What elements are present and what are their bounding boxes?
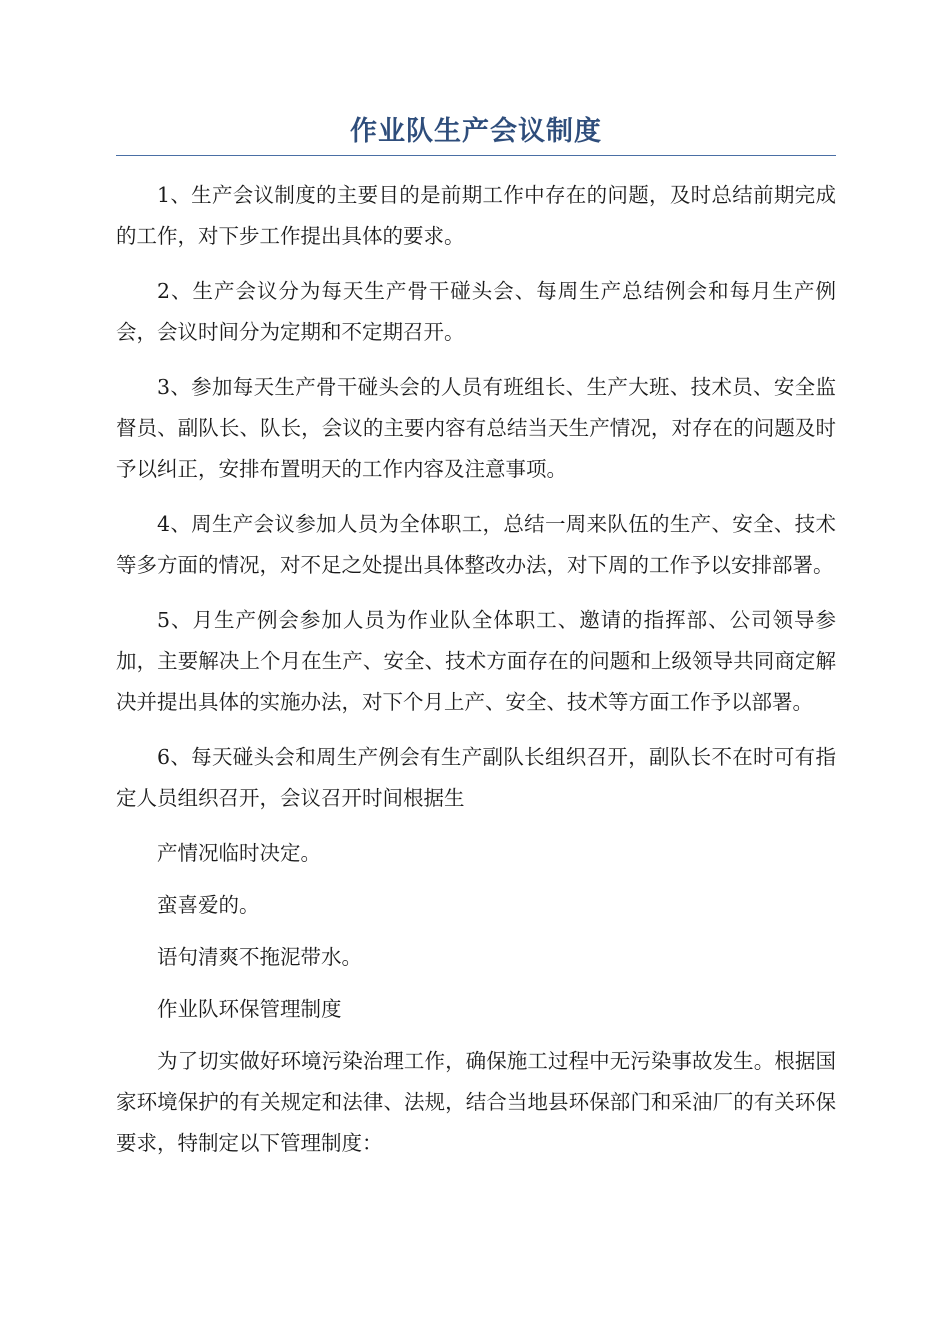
- title-underline: [116, 155, 836, 156]
- paragraph-3: 3、参加每天生产骨干碰头会的人员有班组长、生产大班、技术员、安全监督员、副队长、队长，会议的主要内容有总结当天生产情况，对存在的问题及时予以纠正，安排布置明天的工作内容及注意事项。: [116, 375, 836, 481]
- document-page: [116, 112, 836, 1178]
- paragraph-4: 4、周生产会议参加人员为全体职工，总结一周来队伍的生产、安全、技术等多方面的情况，对不足之处提出具体整改办法，对下周的工作予以安排部署。: [116, 512, 836, 577]
- section-heading: 作业队环保管理制度: [157, 997, 342, 1021]
- paragraph-1: 1、生产会议制度的主要目的是前期工作中存在的问题，及时总结前期完成的工作，对下步工作提出具体的要求。: [116, 183, 836, 248]
- paragraph-8: 蛮喜爱的。: [157, 893, 260, 917]
- paragraph-6: 6、每天碰头会和周生产例会有生产副队长组织召开，副队长不在时可有指定人员组织召开，会议召开时间根据生: [116, 745, 836, 810]
- document-title: 作业队生产会议制度: [350, 116, 602, 147]
- document-body: [116, 175, 836, 1164]
- paragraph-5: 5、月生产例会参加人员为作业队全体职工、邀请的指挥部、公司领导参加，主要解决上个月在生产、安全、技术方面存在的问题和上级领导共同商定解决并提出具体的实施办法，对下个月上产、安全、技术等方面工作予以部署。: [116, 608, 836, 714]
- paragraph-7: 产情况临时决定。: [157, 841, 321, 865]
- paragraph-2: 2、生产会议分为每天生产骨干碰头会、每周生产总结例会和每月生产例会，会议时间分为定期和不定期召开。: [116, 279, 836, 344]
- paragraph-11: 为了切实做好环境污染治理工作，确保施工过程中无污染事故发生。根据国家环境保护的有关规定和法律、法规，结合当地县环保部门和采油厂的有关环保要求，特制定以下管理制度：: [116, 1049, 836, 1155]
- paragraph-9: 语句清爽不拖泥带水。: [157, 945, 362, 969]
